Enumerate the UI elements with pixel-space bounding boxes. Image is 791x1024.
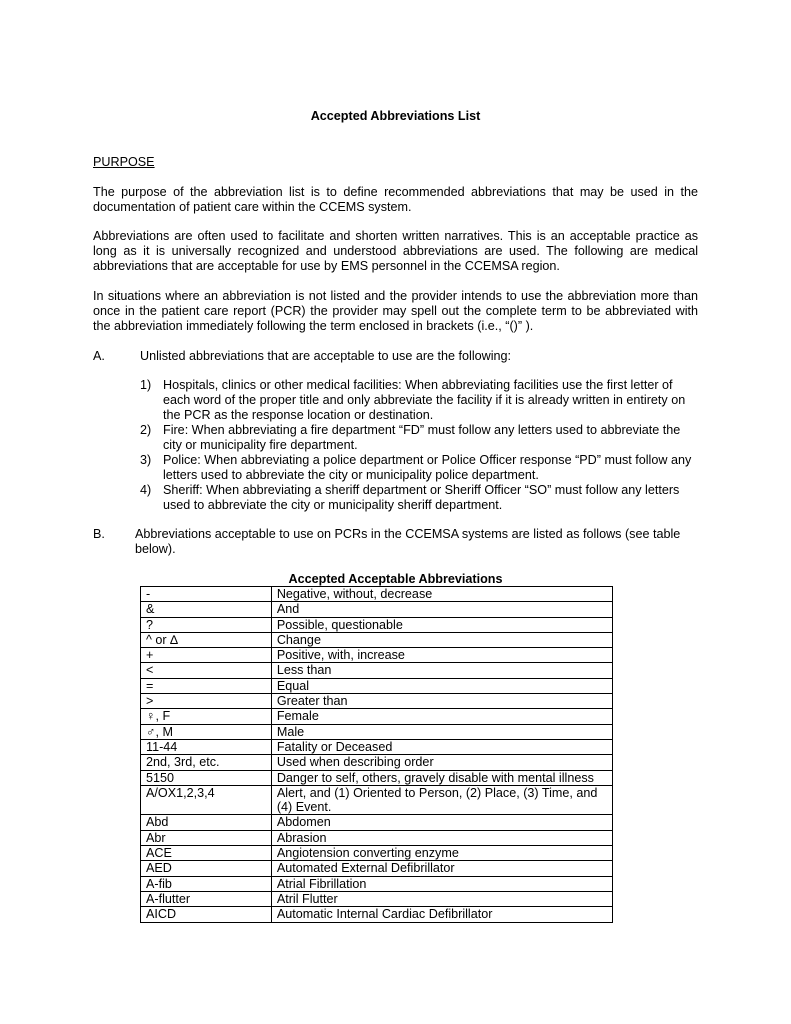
meaning-cell: Male bbox=[271, 724, 612, 739]
meaning-cell: Automated External Defibrillator bbox=[271, 861, 612, 876]
document-title: Accepted Abbreviations List bbox=[310, 109, 481, 123]
meaning-cell: Negative, without, decrease bbox=[271, 587, 612, 602]
abbreviation-cell: A-flutter bbox=[141, 891, 272, 906]
table-row bbox=[141, 602, 613, 617]
abbreviation-cell: 5150 bbox=[141, 770, 272, 785]
abbreviation-cell: - bbox=[141, 587, 272, 602]
abbreviation-cell: < bbox=[141, 663, 272, 678]
table-row bbox=[141, 815, 613, 830]
list-item-text: Fire: When abbreviating a fire department “FD” must follow any letters used to abbreviate the city or municipality fire department. bbox=[163, 423, 681, 452]
meaning-cell: Possible, questionable bbox=[271, 617, 612, 632]
meaning-cell: Abrasion bbox=[271, 830, 612, 845]
table-row bbox=[141, 891, 613, 906]
table-row bbox=[141, 663, 613, 678]
abbreviation-cell: A-fib bbox=[141, 876, 272, 891]
table-row bbox=[141, 770, 613, 785]
abbreviation-cell: = bbox=[141, 678, 272, 693]
abbreviation-cell: ♀, F bbox=[141, 709, 272, 724]
table-row bbox=[141, 617, 613, 632]
meaning-cell: Change bbox=[271, 632, 612, 647]
meaning-cell: Positive, with, increase bbox=[271, 648, 612, 663]
list-item-number: 3) bbox=[140, 453, 152, 467]
section-a-letter: A. bbox=[93, 349, 105, 363]
abbreviation-cell: 2nd, 3rd, etc. bbox=[141, 755, 272, 770]
meaning-cell: Angiotension converting enzyme bbox=[271, 846, 612, 861]
table-caption: Accepted Acceptable Abbreviations bbox=[288, 572, 503, 586]
list-item-text: Sheriff: When abbreviating a sheriff department or Sheriff Officer “SO” must follow any letters used to abbreviate the city or municipality sheriff department. bbox=[163, 483, 680, 512]
abbreviation-cell: > bbox=[141, 694, 272, 709]
table-row bbox=[141, 739, 613, 754]
list-item-text: Police: When abbreviating a police department or Police Officer response “PD” must follow any letters used to abbreviate the city or municipality police department. bbox=[163, 453, 692, 482]
meaning-cell: Equal bbox=[271, 678, 612, 693]
list-item-number: 4) bbox=[140, 483, 152, 497]
meaning-cell: Atrial Fibrillation bbox=[271, 876, 612, 891]
table-row bbox=[141, 678, 613, 693]
meaning-cell: Automatic Internal Cardiac Defibrillator bbox=[271, 907, 612, 922]
abbreviation-cell: ? bbox=[141, 617, 272, 632]
abbreviation-cell: AICD bbox=[141, 907, 272, 922]
table-row bbox=[141, 755, 613, 770]
abbreviation-cell: & bbox=[141, 602, 272, 617]
meaning-cell: Female bbox=[271, 709, 612, 724]
section-b-text: Abbreviations acceptable to use on PCRs in the CCEMSA systems are listed as follows (see table below). bbox=[135, 527, 681, 556]
list-item bbox=[140, 378, 696, 423]
meaning-cell: Used when describing order bbox=[271, 755, 612, 770]
table-row bbox=[141, 876, 613, 891]
section-a-text: Unlisted abbreviations that are acceptable to use are the following: bbox=[140, 349, 512, 363]
abbreviation-cell: 11-44 bbox=[141, 739, 272, 754]
abbreviation-cell: AED bbox=[141, 861, 272, 876]
table-row bbox=[141, 830, 613, 845]
abbreviation-cell: Abr bbox=[141, 830, 272, 845]
abbreviation-cell: Abd bbox=[141, 815, 272, 830]
unlisted-abbreviation-paragraph: In situations where an abbreviation is not listed and the provider intends to use the abbreviation more than once in the patient care report (PCR) the provider may spell out the complete term to be abbreviated with the abbreviation immediately following the term enclosed in brackets (i.e., “()” ). bbox=[93, 289, 698, 333]
table-row bbox=[141, 648, 613, 663]
table-row bbox=[141, 907, 613, 922]
table-row bbox=[141, 724, 613, 739]
abbreviation-practice-paragraph: Abbreviations are often used to facilitate and shorten written narratives. This is an acceptable practice as long as it is universally recognized and understood abbreviations are used. The following are medical abbreviations that are acceptable for use by EMS personnel in the CCEMSA region. bbox=[93, 229, 698, 273]
meaning-cell: Less than bbox=[271, 663, 612, 678]
meaning-cell: Danger to self, others, gravely disable with mental illness bbox=[271, 770, 612, 785]
table-row bbox=[141, 632, 613, 647]
section-a-list bbox=[140, 378, 696, 513]
table-row bbox=[141, 785, 613, 815]
meaning-cell: And bbox=[271, 602, 612, 617]
abbreviation-cell: ♂, M bbox=[141, 724, 272, 739]
table-row bbox=[141, 694, 613, 709]
table-row bbox=[141, 709, 613, 724]
abbreviation-cell: A/OX1,2,3,4 bbox=[141, 785, 272, 815]
purpose-heading: PURPOSE bbox=[93, 155, 155, 169]
list-item-number: 1) bbox=[140, 378, 152, 392]
abbreviation-cell: + bbox=[141, 648, 272, 663]
table-row bbox=[141, 861, 613, 876]
meaning-cell: Alert, and (1) Oriented to Person, (2) Place, (3) Time, and (4) Event. bbox=[271, 785, 612, 815]
list-item-text: Hospitals, clinics or other medical facilities: When abbreviating facilities use the first letter of each word of the proper title and only abbreviate the facility if it is already written in entirety on the PCR as the response location or destination. bbox=[163, 378, 686, 422]
purpose-paragraph: The purpose of the abbreviation list is to define recommended abbreviations that may be used in the documentation of patient care within the CCEMS system. bbox=[93, 185, 698, 214]
section-b-letter: B. bbox=[93, 527, 105, 541]
list-item-number: 2) bbox=[140, 423, 152, 437]
list-item bbox=[140, 453, 696, 483]
abbreviation-cell: ACE bbox=[141, 846, 272, 861]
meaning-cell: Fatality or Deceased bbox=[271, 739, 612, 754]
table-row bbox=[141, 587, 613, 602]
abbreviations-table bbox=[140, 586, 613, 923]
abbreviation-cell: ^ or ∆ bbox=[141, 632, 272, 647]
list-item bbox=[140, 423, 696, 453]
meaning-cell: Atril Flutter bbox=[271, 891, 612, 906]
list-item bbox=[140, 483, 696, 513]
meaning-cell: Greater than bbox=[271, 694, 612, 709]
meaning-cell: Abdomen bbox=[271, 815, 612, 830]
table-row bbox=[141, 846, 613, 861]
